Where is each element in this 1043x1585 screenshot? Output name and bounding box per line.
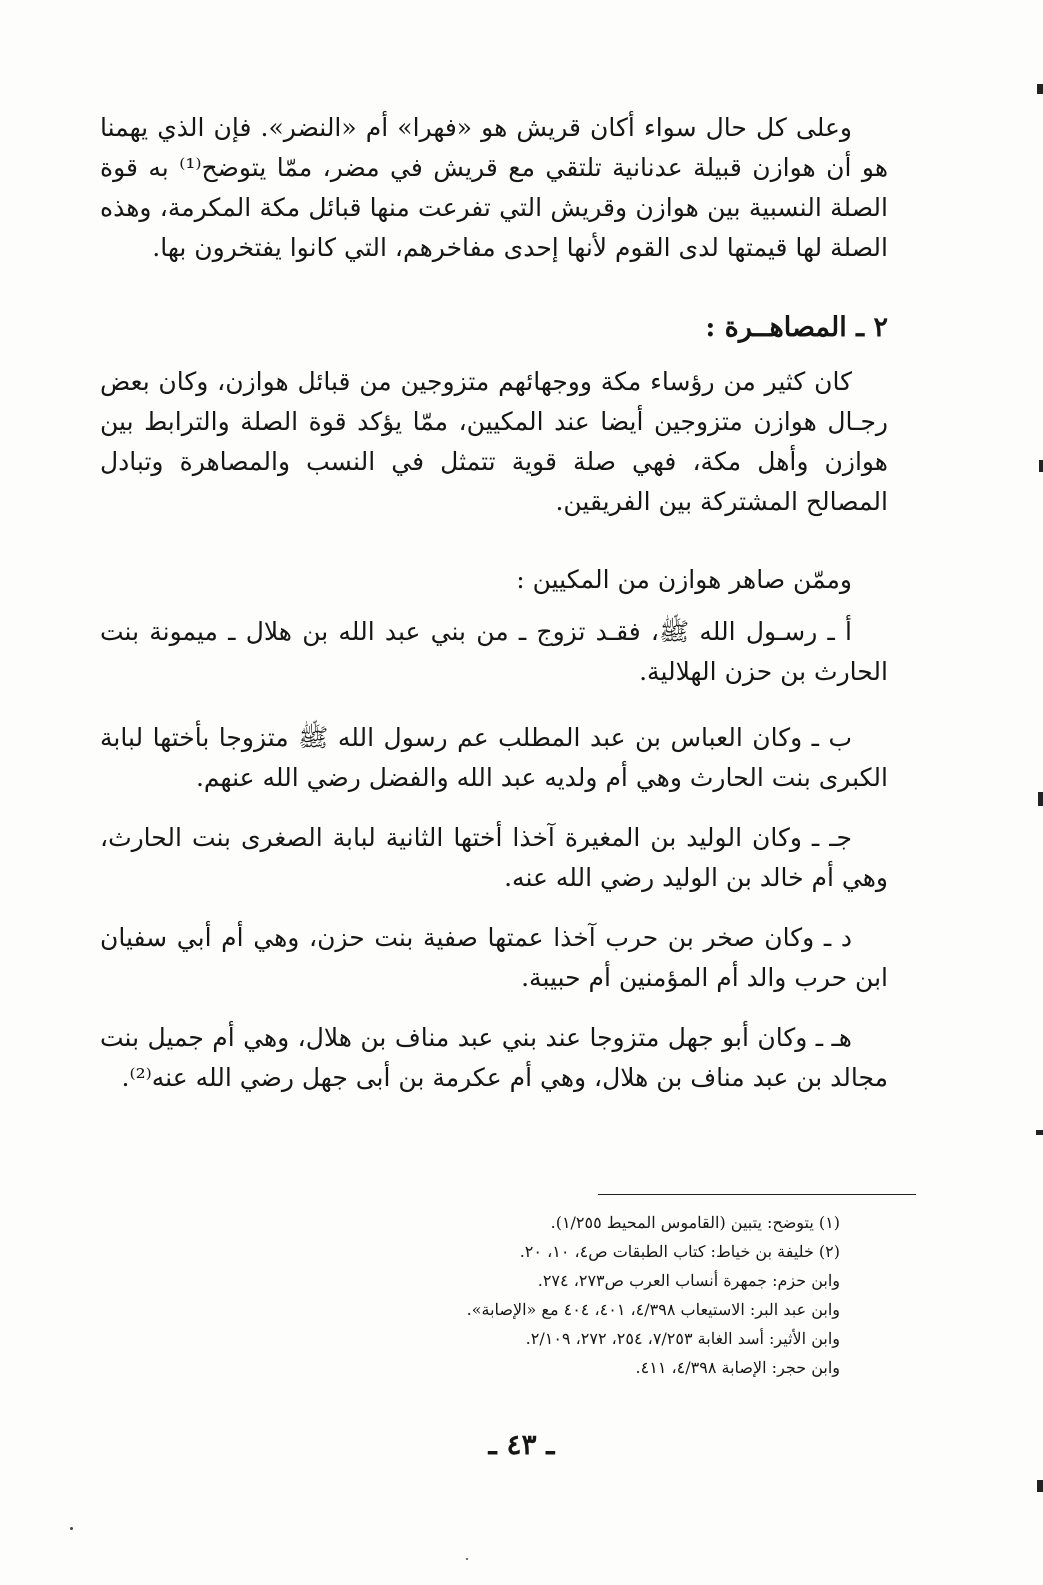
scan-edge-mark xyxy=(1039,460,1043,472)
footnote-line: (٢) خليفة بن خياط: كتاب الطبقات ص٤، ١٠، ٢٠. xyxy=(519,1242,840,1261)
list-item-a xyxy=(100,612,888,692)
paragraph-text: أ ـ رسـول الله ﷺ، فقـد تزوج ـ من بني عبد الله بن هلال ـ ميمونة بنت الحارث بن حزن الهلالية. xyxy=(100,617,888,686)
paragraph-quraysh-hawazin xyxy=(100,108,888,268)
scan-edge-mark xyxy=(1038,792,1043,806)
scan-edge-mark xyxy=(1037,1480,1043,1492)
footnote-separator xyxy=(598,1194,916,1195)
section-heading-musahara: ٢ ـ المصاهــرة : xyxy=(705,312,888,343)
list-item-c xyxy=(100,818,888,898)
scan-dust-dot xyxy=(466,1558,468,1560)
footnote-line: وابن حزم: جمهرة أنساب العرب ص٢٧٣، ٢٧٤. xyxy=(537,1271,840,1290)
paragraph-text: وعلى كل حال سواء أكان قريش هو «فهرا» أم «النضر». فإن الذي يهمنا هو أن هوازن قبيلة عدنانية تلتقي مع قريش في مضر، ممّا يتوضح⁽¹⁾ به قوة الصلة النسبية بين هوازن وقريش التي تفرعت منها قبائل مكة المكرمة، وهذه الصلة لها قيمتها لدى القوم لأنها إحدى مفاخرهم، التي كانوا يفتخرون بها. xyxy=(100,113,888,262)
page-number: ـ ٤٣ ـ xyxy=(488,1428,555,1461)
paragraph-text: جـ ـ وكان الوليد بن المغيرة آخذا أختها الثانية لبابة الصغرى بنت الحارث، وهي أم خالد بن الوليد رضي الله عنه. xyxy=(100,823,888,892)
list-item-d xyxy=(100,918,888,998)
footnote-line: وابن حجر: الإصابة ٤/٣٩٨، ٤١١. xyxy=(635,1358,840,1377)
paragraph-text: كان كثير من رؤساء مكة ووجهائهم متزوجين من قبائل هوازن، وكان بعض رجـال هوازن متزوجين أيضا عند المكيين، ممّا يؤكد قوة الصلة والترابط بين هوازن وأهل مكة، فهي صلة قوية تتمثل في النسب والمصاهرة وتبادل المصالح المشتركة بين الفريقين. xyxy=(100,367,888,516)
footnote-line: (١) يتوضح: يتبين (القاموس المحيط ١/٢٥٥). xyxy=(550,1213,840,1232)
footnote-line: وابن عبد البر: الاستيعاب ٤/٣٩٨، ٤٠١، ٤٠٤ مع «الإصابة». xyxy=(466,1300,840,1319)
paragraph-text: هـ ـ وكان أبو جهل متزوجا عند بني عبد مناف بن هلال، وهي أم جميل بنت مجالد بن عبد مناف بن هلال، وهي أم عكرمة بن أبى جهل رضي الله عنه⁽²⁾. xyxy=(100,1023,888,1092)
scan-edge-mark xyxy=(1037,84,1043,94)
paragraph-text: ب ـ وكان العباس بن عبد المطلب عم رسول الله ﷺ متزوجا بأختها لبابة الكبرى بنت الحارث وهي أم ولديه عبد الله والفضل رضي الله عنهم. xyxy=(100,723,888,792)
footnote-line: وابن الأثير: أسد الغابة ٧/٢٥٣، ٢٥٤، ٢٧٢، ٢/١٠٩. xyxy=(525,1329,840,1348)
list-item-e xyxy=(100,1018,888,1098)
scan-dust-dot xyxy=(70,1527,73,1530)
paragraph-text: وممّن صاهر هوازن من المكيين : xyxy=(516,565,852,594)
list-item-b xyxy=(100,718,888,798)
scan-edge-mark xyxy=(1036,1130,1043,1135)
paragraph-list-intro xyxy=(100,560,888,600)
footnotes xyxy=(300,1208,840,1382)
paragraph-text: د ـ وكان صخر بن حرب آخذا عمتها صفية بنت حزن، وهي أم أبي سفيان ابن حرب والد أم المؤمنين أم حبيبة. xyxy=(100,923,888,992)
paragraph-marriage-ties xyxy=(100,362,888,522)
